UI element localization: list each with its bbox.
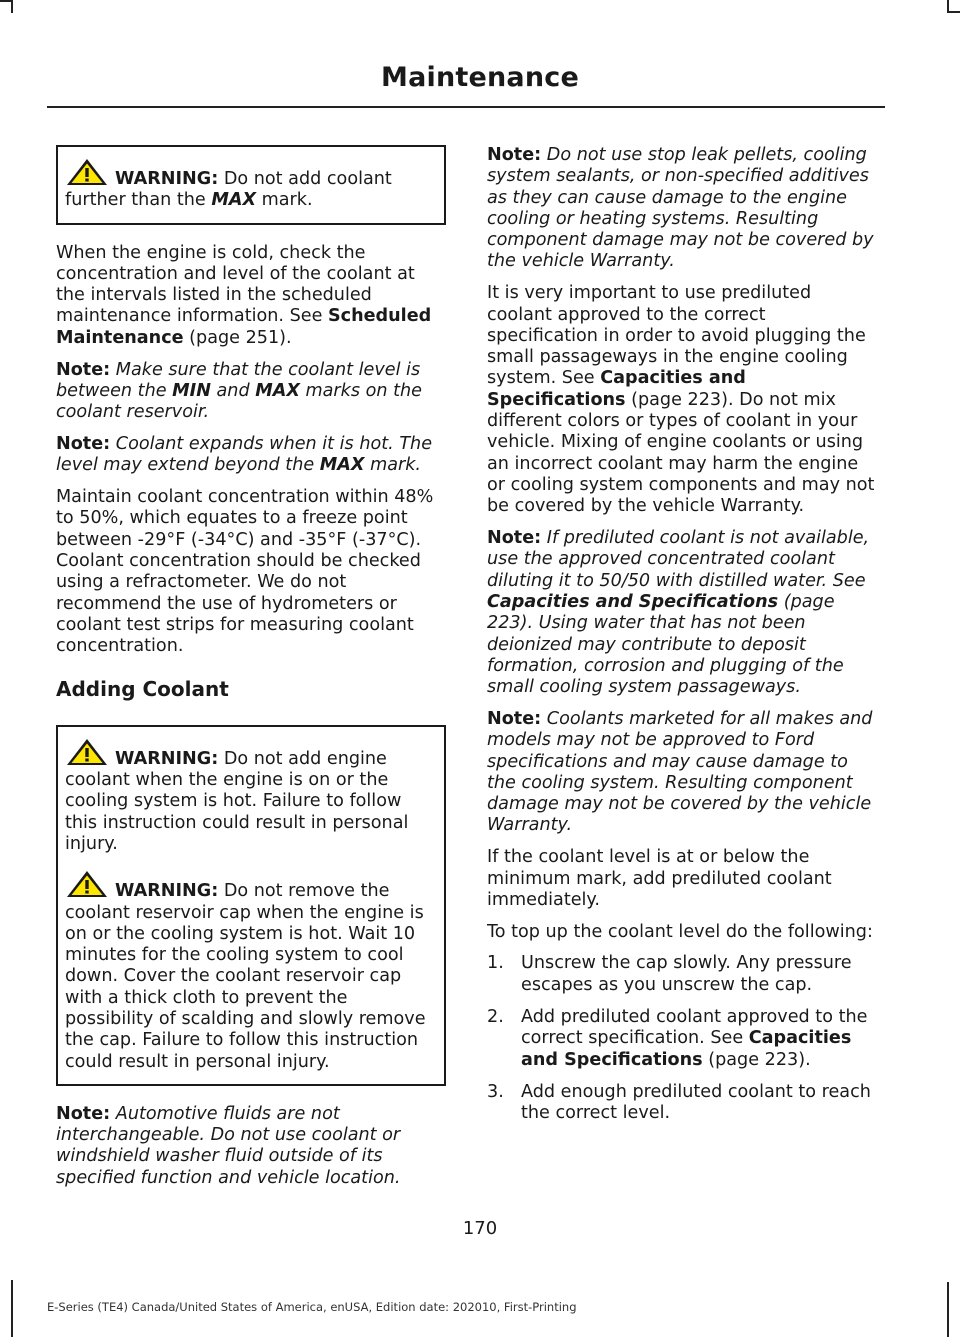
- step-number: 2.: [487, 1006, 504, 1027]
- body-text: (page 223). Do not mix different colors or types of coolant in your vehicle. Mixing of engine coolants or using an incorrect coolant may harm the engine or cooling system components and may not be covered by the vehicle Warranty.: [487, 389, 875, 517]
- capacities-link[interactable]: Capacities and Specifications: [487, 368, 746, 410]
- note-text: Coolants marketed for all makes and models may not be approved to Ford specifications and may cause damage to the cooling system. Resulting component damage may not be covered by the vehicle Warranty.: [487, 708, 873, 836]
- edition-footer: E-Series (TE4) Canada/United States of America, enUSA, Edition date: 202010, First-Printing: [47, 1300, 577, 1314]
- section-heading: Adding Coolant: [56, 677, 229, 702]
- note-label: Note:: [56, 359, 111, 380]
- warning-label: WARNING:: [115, 881, 219, 902]
- body-paragraph: [56, 243, 446, 349]
- min-mark-label: MIN: [172, 380, 211, 401]
- list-item: [487, 953, 879, 996]
- warning-triangle-icon: [65, 157, 109, 187]
- body-text: It is very important to use prediluted coolant approved to the correct specification in order to avoid plugging the small passageways in the engine cooling system. See: [487, 283, 866, 389]
- warning-paragraph: [65, 157, 436, 212]
- step-text-part: (page 223).: [702, 1049, 811, 1070]
- note-text: mark.: [364, 455, 422, 476]
- steps-list: [487, 953, 879, 1124]
- note-label: Note:: [487, 708, 542, 729]
- capacities-link[interactable]: Capacities and Specifications: [487, 591, 779, 612]
- note-paragraph: [56, 434, 446, 477]
- capacities-link[interactable]: Capacities and Specifications: [521, 1028, 852, 1070]
- step-text-part: Add prediluted coolant approved to the correct specification. See: [521, 1006, 868, 1049]
- note-label: Note:: [487, 145, 542, 165]
- step-text: [521, 1007, 879, 1071]
- body-text: When the engine is cold, check the concentration and level of the coolant at the intervals listed in the scheduled maintenance information. See: [56, 242, 415, 327]
- list-item: [487, 1007, 879, 1071]
- body-paragraph: To top up the coolant level do the following:: [487, 921, 873, 942]
- note-paragraph: [487, 145, 879, 273]
- note-text: and: [210, 380, 256, 401]
- crop-mark: [11, 1280, 13, 1337]
- note-paragraph: [56, 1104, 446, 1189]
- scheduled-maintenance-link[interactable]: Scheduled Maintenance: [56, 306, 432, 348]
- warning-label: WARNING:: [115, 748, 219, 769]
- note-label: Note:: [487, 528, 542, 549]
- max-mark-label: MAX: [319, 455, 365, 476]
- left-column: [56, 145, 446, 1200]
- page-reference: (page 251).: [183, 327, 292, 348]
- right-column: [487, 145, 879, 1135]
- note-text: Make sure that the coolant level is between the: [56, 359, 421, 401]
- header-divider: [47, 106, 885, 108]
- warning-triangle-icon: [65, 869, 109, 899]
- warning-paragraph: [65, 869, 436, 1073]
- note-paragraph: [487, 709, 879, 837]
- step-number: 1.: [487, 953, 504, 974]
- step-number: 3.: [487, 1081, 504, 1102]
- note-text: marks on the coolant reservoir.: [56, 380, 422, 423]
- warning-box: [56, 145, 446, 225]
- crop-mark: [947, 11, 960, 13]
- note-text: (page 223). Using water that has not been deionized may contribute to deposit formation, corrosion and plugging of the small cooling system passageways.: [487, 591, 844, 698]
- note-text: Do not use stop leak pellets, cooling system sealants, or non-specified additives as they can cause damage to the engine cooling or heating systems. Resulting component damage may not be covered by the vehicle Warranty.: [487, 145, 874, 272]
- warning-text: Do not remove the coolant reservoir cap when the engine is on or the cooling system is hot. Wait 10 minutes for the cooling system to cool down. Cover the coolant reservoir cap with a thick cloth to prevent the possibility of scalding and slowly remove the cap. Failure to follow this instruction could result in personal injury.: [65, 881, 426, 1072]
- note-label: Note:: [56, 1103, 111, 1124]
- warning-text: mark.: [256, 190, 313, 211]
- crop-mark: [11, 0, 13, 13]
- warning-text: Do not add coolant further than the: [65, 169, 392, 211]
- max-mark-label: MAX: [211, 190, 257, 211]
- body-paragraph: [487, 283, 879, 517]
- list-item: [487, 1082, 879, 1125]
- note-label: Note:: [56, 433, 111, 454]
- note-text: If prediluted coolant is not available, use the approved concentrated coolant diluting it to 50/50 with distilled water. See: [487, 528, 870, 591]
- warning-label: WARNING:: [115, 169, 219, 189]
- note-paragraph: [56, 360, 446, 424]
- note-text: Automotive fluids are not interchangeable. Do not use coolant or windshield washer fluid outside of its specified function and vehicle location.: [56, 1103, 401, 1188]
- step-text: Add enough prediluted coolant to reach the correct level.: [521, 1081, 871, 1124]
- crop-mark: [947, 1282, 949, 1337]
- warning-triangle-icon: [65, 737, 109, 767]
- warning-text: Do not add engine coolant when the engine is on or the cooling system is hot. Failure to follow this instruction could result in personal injury.: [65, 748, 409, 854]
- body-paragraph: Maintain coolant concentration within 48% to 50%, which equates to a freeze point between -29°F (-34°C) and -35°F (-37°C). Coolant concentration should be checked using a refractometer. We do not recommend the use of hydrometers or coolant test strips for measuring coolant concentration.: [56, 487, 434, 657]
- warning-paragraph: [65, 737, 436, 855]
- note-paragraph: [487, 528, 879, 698]
- warning-box: [56, 725, 446, 1086]
- page-title: Maintenance: [381, 62, 579, 93]
- page-number: 170: [462, 1218, 498, 1239]
- max-mark-label: MAX: [255, 380, 300, 401]
- step-text: Unscrew the cap slowly. Any pressure escapes as you unscrew the cap.: [521, 953, 852, 995]
- body-paragraph: If the coolant level is at or below the minimum mark, add prediluted coolant immediately.: [487, 847, 832, 910]
- note-text: Coolant expands when it is hot. The level may extend beyond the: [56, 433, 433, 476]
